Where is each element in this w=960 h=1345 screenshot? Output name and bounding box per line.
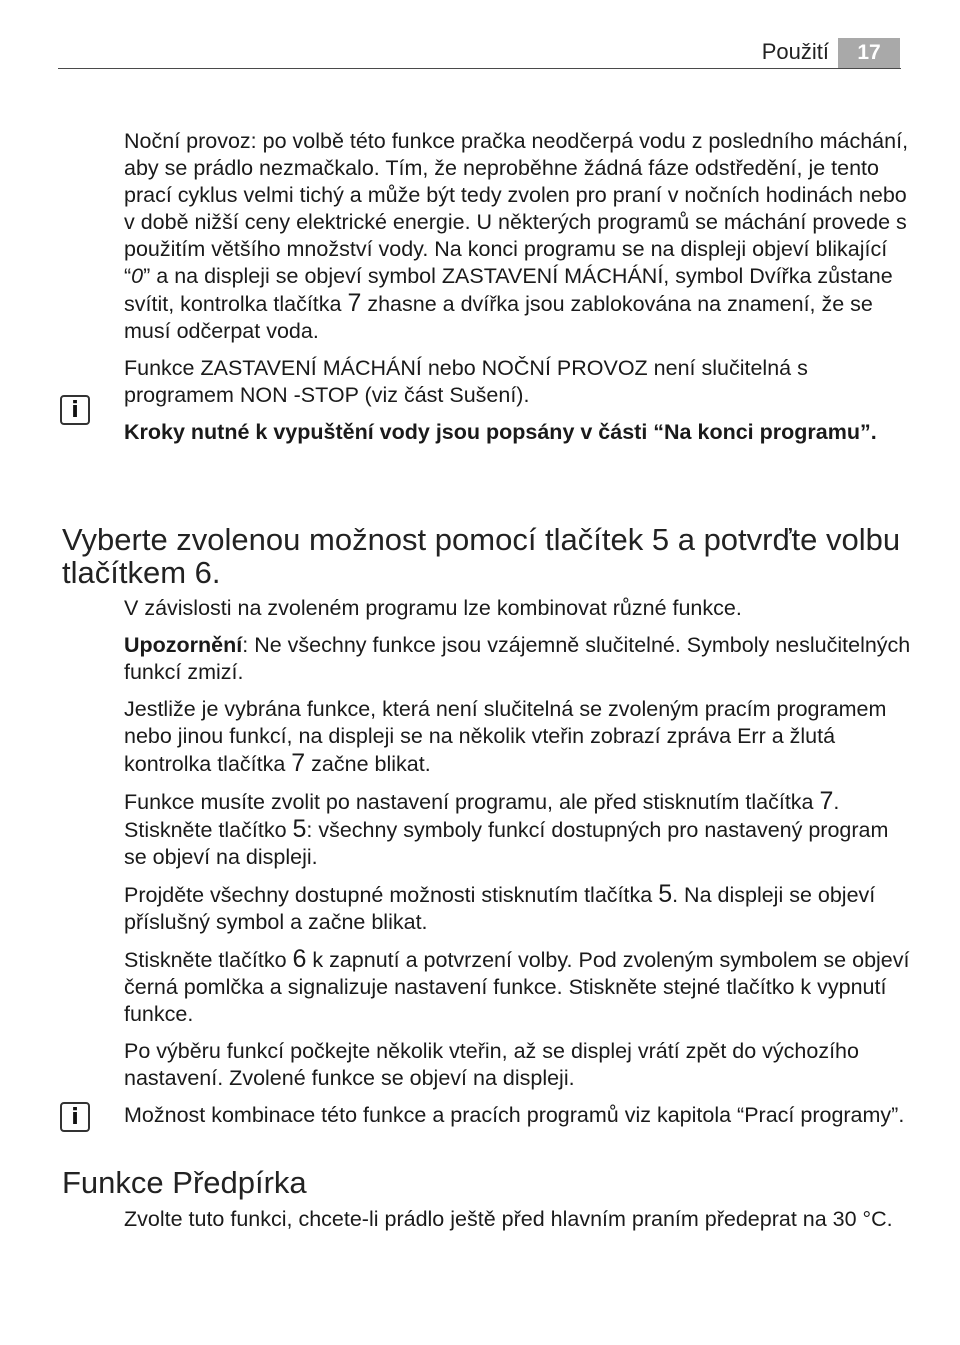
button-number-6: 6 [292, 945, 307, 973]
paragraph: V závislosti na zvoleném programu lze kombinovat různé funkce. [124, 596, 742, 620]
bold-note: Kroky nutné k vypuštění vody jsou popsány v části “Na konci programu”. [124, 420, 877, 444]
text-span: začne blikat. [305, 752, 431, 776]
display-glyph: 0 [131, 264, 144, 288]
header-rule [58, 68, 901, 69]
warning-paragraph [124, 632, 914, 686]
paragraph: Po výběru funkcí počkejte několik vteřin, až se displej vrátí zpět do výchozího nastavení. Zvolené funkce se objeví na displeji. [124, 1039, 859, 1090]
button-number-7: 7 [347, 289, 362, 317]
night-mode-block [124, 128, 914, 446]
button-number-5: 5 [658, 880, 673, 908]
text-span: : Ne všechny funkce jsou vzájemně slučitelné. Symboly neslučitelných funkcí zmizí. [124, 633, 911, 684]
button-number-7: 7 [819, 787, 834, 815]
text-span: k zapnutí a potvrzení volby. Pod zvoleným symbolem se objeví černá pomlčka a signalizuje nastavení funkce. Stiskněte stejné tlačítko k vypnutí funkce. [124, 948, 910, 1026]
paragraph [124, 946, 914, 1028]
paragraph [124, 788, 914, 871]
info-icon: i [60, 1102, 90, 1132]
text-span: : všechny symboly funkcí dostupných pro nastavený program se objeví na displeji. [124, 818, 889, 869]
info-note-2: Možnost kombinace této funkce a pracích programů viz kapitola “Prací programy”. [124, 1103, 905, 1127]
warning-label: Upozornění [124, 633, 243, 657]
paragraph [124, 696, 914, 778]
text-span: Funkce musíte zvolit po nastavení programu, ale před stisknutím tlačítka [124, 790, 820, 814]
info-note-1: Funkce ZASTAVENÍ MÁCHÁNÍ nebo NOČNÍ PROVOZ není slučitelná s programem NON -STOP (viz část Sušení). [124, 356, 808, 407]
section-title-select: Vyberte zvolenou možnost pomocí tlačítek 5 a potvrďte volbu tlačítkem 6. [62, 522, 901, 590]
text-span: zhasne a dvířka jsou zablokována na znamení, že se musí odčerpat voda. [124, 292, 873, 343]
paragraph: Zvolte tuto funkci, chcete-li prádlo ještě před hlavním praním předeprat na 30 °C. [124, 1207, 893, 1231]
header-title: Použití [761, 39, 829, 64]
text-span: Noční provoz: po volbě této funkce pračka neodčerpá vodu z posledního máchání, aby se prádlo nezmačkalo. Tím, že neproběhne žádná fáze odstředění, je tento prací cyklus velmi tichý a může být tedy zvolen pro praní v nočních hodinách nebo v době nižší ceny elektrické energie. U některých programů se máchání provede s použitím většího množství vody. Na konci programu se na displeji objeví blikající “ [124, 129, 909, 288]
paragraph [124, 881, 914, 936]
button-number-5: 5 [292, 815, 307, 843]
button-number-7: 7 [291, 749, 306, 777]
night-mode-paragraph [124, 128, 914, 345]
section-title-prewash: Funkce Předpírka [62, 1165, 307, 1200]
info-icon: i [60, 395, 90, 425]
text-span: Jestliže je vybrána funkce, která není slučitelná se zvoleným pracím programem nebo jinou funkcí, na displeji se na několik vteřin zobrazí zpráva Err a žlutá kontrolka tlačítka [124, 697, 887, 776]
prewash-section-body [124, 1206, 914, 1233]
text-span: Stiskněte tlačítko [124, 948, 293, 972]
select-section-body [124, 595, 914, 1129]
text-span: . Na displeji se objeví příslušný symbol a začne blikat. [124, 883, 876, 934]
page-number-badge: 17 [838, 38, 900, 68]
text-span: ” a na displeji se objeví symbol ZASTAVENÍ MÁCHÁNÍ, symbol Dvířka zůstane svítit, kontrolka tlačítka [124, 264, 893, 316]
text-span: . Stiskněte tlačítko [124, 790, 840, 842]
text-span: Projděte všechny dostupné možnosti stisknutím tlačítka [124, 883, 659, 907]
